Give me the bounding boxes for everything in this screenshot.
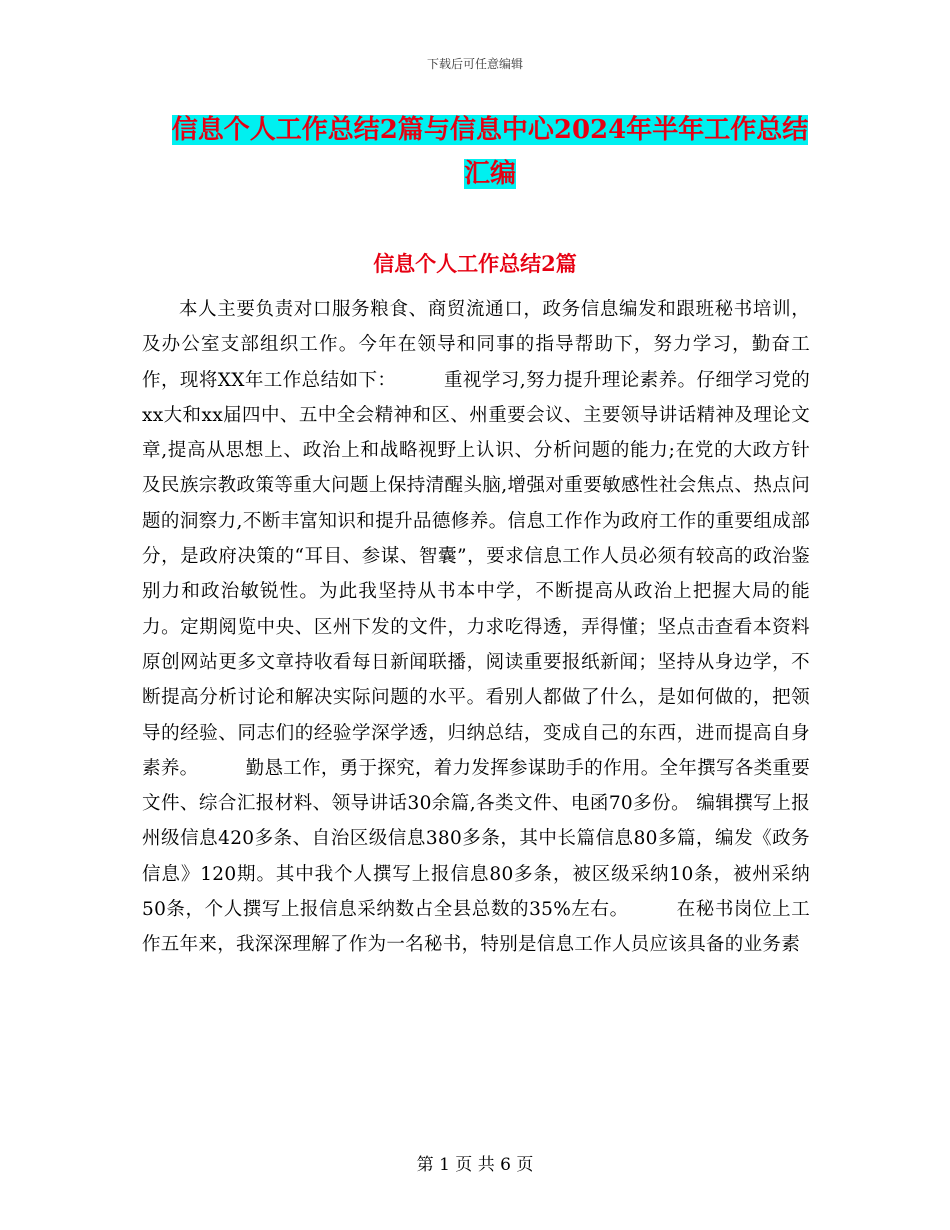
page-header-note: 下载后可任意编辑	[426, 57, 523, 71]
body-paragraph: 本人主要负责对口服务粮食、商贸流通口，政务信息编发和跟班秘书培训，及办公室支部组织工作。今年在领导和同事的指导帮助下，努力学习，勤奋工作，现将XX年工作总结如下： 重视学习,努力提升理论素养。仔细学习党的xx大和xx届四中、五中全会精神和区、州重要会议、主要领导讲话精神及理论文章,提高从思想上、政治上和战略视野上认识、分析问题的能力;在党的大政方针及民族宗教政策等重大问题上保持清醒头脑,增强对重要敏感性社会焦点、热点问题的洞察力,不断丰富知识和提升品德修养。信息工作作为政府工作的重要组成部分，是政府决策的“耳目、参谋、智囊”，要求信息工作人员必须有较高的政治鉴别力和政治敏锐性。为此我坚持从书本中学，不断提高从政治上把握大局的能力。定期阅览中央、区州下发的文件，力求吃得透，弄得懂；坚点击查看本资料原创网站更多文章持收看每日新闻联播，阅读重要报纸新闻；坚持从身边学，不断提高分析讨论和解决实际问题的水平。看别人都做了什么，是如何做的，把领导的经验、同志们的经验学深学透，归纳总结，变成自己的东西，进而提高自身素养。 勤恳工作，勇于探究，着力发挥参谋助手的作用。全年撰写各类重要文件、综合汇报材料、领导讲话30余篇,各类文件、电函70多份。 编辑撰写上报州级信息420多条、自治区级信息380多条，其中长篇信息80多篇，编发《政务信息》120期。其中我个人撰写上报信息80多条，被区级采纳10条，被州采纳50条，个人撰写上报信息采纳数占全县总数的35%左右。 在秘书岗位上工作五年来，我深深理解了作为一名秘书，特别是信息工作人员应该具备的业务素	[142, 299, 810, 956]
section-heading: 信息个人工作总结2篇	[373, 251, 577, 276]
page-number: 第 1 页 共 6 页	[416, 1155, 534, 1175]
document-title-text: 信息个人工作总结2篇与信息中心2024年半年工作总结汇编	[171, 115, 809, 189]
document-title	[160, 108, 820, 196]
